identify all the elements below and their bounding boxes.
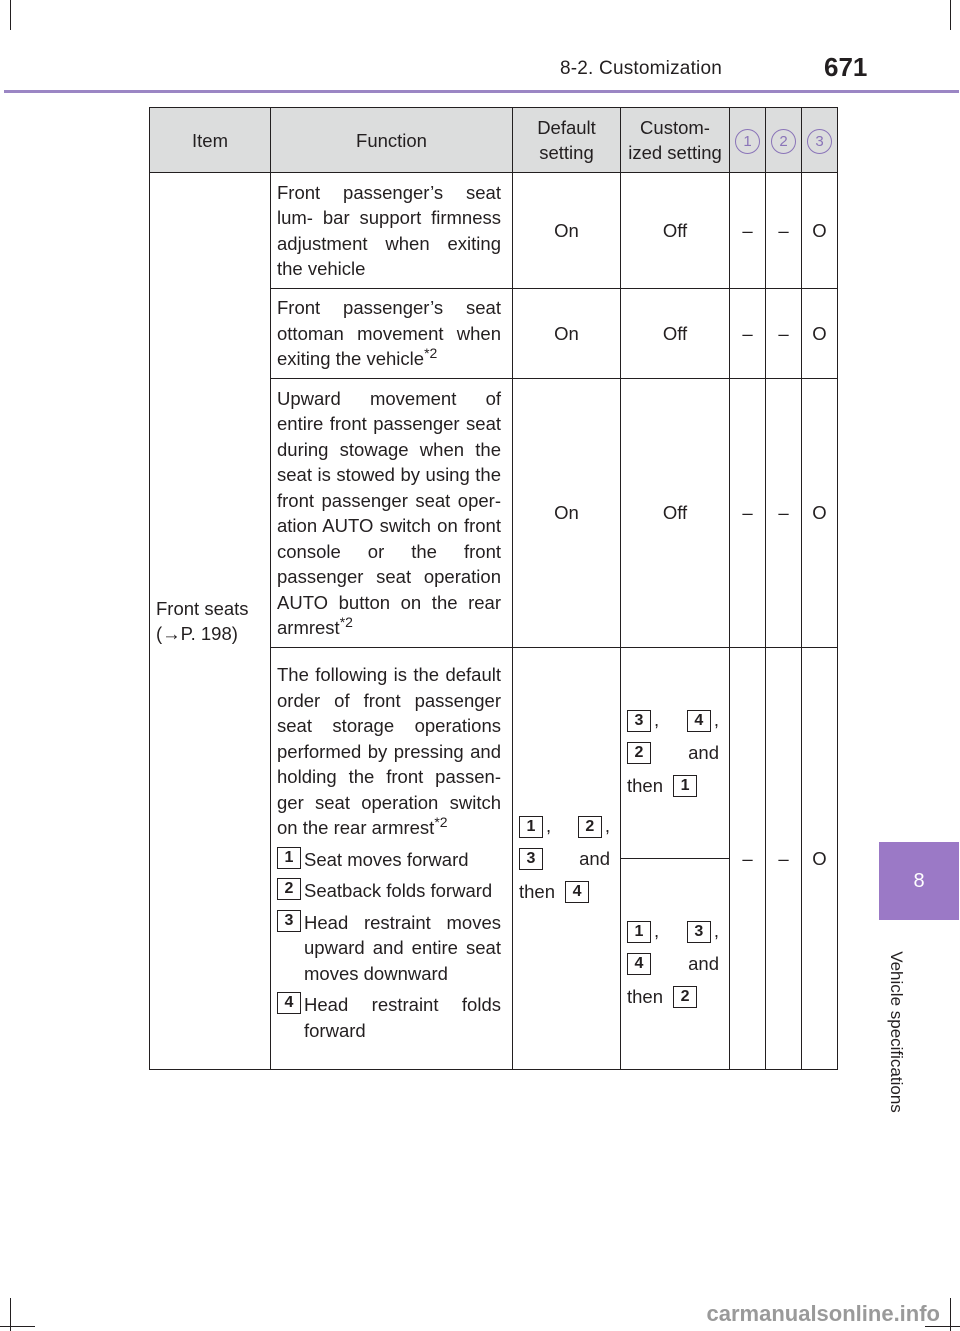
footnote-mark: *2 <box>434 813 448 830</box>
step-number-icon: 2 <box>277 878 301 900</box>
default-order-cell <box>513 648 621 1070</box>
col3-cell: O <box>802 379 838 648</box>
step-number-icon: 1 <box>627 921 651 943</box>
then-word: then <box>627 986 664 1008</box>
step-number-icon: 3 <box>277 910 301 932</box>
order-intro <box>277 662 501 841</box>
custom-order-a <box>621 704 729 803</box>
step-number-icon: 4 <box>687 710 711 732</box>
header-custom-text: Custom- ized setting <box>628 117 722 163</box>
col2-cell: – <box>766 289 802 379</box>
header-col-2 <box>766 108 802 173</box>
order-key <box>578 813 610 839</box>
order-line <box>519 809 610 842</box>
footnote-mark: *2 <box>424 345 438 362</box>
order-step <box>277 992 501 1043</box>
crop-mark <box>10 1298 11 1331</box>
watermark: carmanualsonline.info <box>706 1301 940 1326</box>
col3-cell: O <box>802 289 838 379</box>
step-number-icon: 3 <box>519 848 543 870</box>
step-text: Head restraint folds forward <box>304 994 501 1041</box>
order-key <box>687 707 719 733</box>
order-line <box>519 842 610 875</box>
col2-cell: – <box>766 379 802 648</box>
then-word: then <box>519 880 556 902</box>
step-number-icon: 2 <box>627 742 651 764</box>
step-text: Seatback folds forward <box>304 880 493 901</box>
function-cell <box>271 289 513 379</box>
order-line <box>627 981 719 1014</box>
custom-cell: Off <box>621 379 730 648</box>
step-number-icon: 1 <box>519 816 543 838</box>
comma: , <box>654 920 660 942</box>
custom-cell: Off <box>621 289 730 379</box>
circled-one-icon: 1 <box>735 129 760 154</box>
then-word: then <box>627 775 664 797</box>
header-function: Function <box>271 108 513 173</box>
function-text: Upward movement of entire front passenger seat during stowage when the seat is stowed by using the front passenger seat oper- ation AUTO switch on front console or the front passenger seat operation AUTO button on the rear armrest <box>277 387 501 638</box>
header-default-text: Default setting <box>537 117 596 163</box>
order-line <box>627 737 719 770</box>
table-row <box>150 173 838 289</box>
order-key <box>627 918 659 944</box>
item-reference[interactable]: (→P. 198) <box>156 623 238 644</box>
header-default <box>513 108 621 173</box>
default-cell: On <box>513 379 621 648</box>
chapter-number: 8 <box>913 869 925 892</box>
step-number-icon: 3 <box>687 921 711 943</box>
function-cell <box>271 379 513 648</box>
customization-table <box>149 107 838 1070</box>
custom-option-b <box>621 859 729 1069</box>
order-step <box>277 878 501 904</box>
crop-mark <box>950 1298 951 1331</box>
default-order <box>513 809 620 908</box>
function-cell <box>271 648 513 1070</box>
item-label: Front seats <box>156 597 249 619</box>
col1-cell: – <box>730 379 766 648</box>
col2-cell: – <box>766 648 802 1070</box>
comma: , <box>713 709 719 731</box>
step-number-icon: 1 <box>673 775 697 797</box>
step-number-icon: 3 <box>627 710 651 732</box>
circled-two-icon: 2 <box>771 129 796 154</box>
header-col-3 <box>802 108 838 173</box>
crop-mark <box>10 0 11 30</box>
circled-three-icon: 3 <box>807 129 832 154</box>
comma: , <box>604 814 610 836</box>
and-word: and <box>688 953 719 975</box>
function-text: Front passenger’s seat ottoman movement when exiting the vehicle <box>277 297 501 370</box>
step-number-icon: 4 <box>565 881 589 903</box>
order-line <box>519 875 610 908</box>
step-number-icon: 2 <box>673 986 697 1008</box>
order-step <box>277 910 501 987</box>
table-header-row <box>150 108 838 173</box>
custom-cell: Off <box>621 173 730 289</box>
function-text: Front passenger’s seat lum- bar support firmness adjustment when exiting the vehicle <box>277 181 501 279</box>
function-cell <box>271 173 513 289</box>
col2-cell: – <box>766 173 802 289</box>
page-number: 671 <box>824 52 868 82</box>
step-number-icon: 4 <box>627 953 651 975</box>
section-title: 8-2. Customization <box>560 58 723 79</box>
crop-mark <box>0 1326 35 1327</box>
step-text: Seat moves forward <box>304 848 469 870</box>
order-line <box>627 770 719 803</box>
order-line <box>627 915 719 948</box>
step-number-icon: 2 <box>578 816 602 838</box>
order-line <box>627 704 719 737</box>
step-number-icon: 1 <box>277 847 301 869</box>
order-key <box>687 918 719 944</box>
step-number-icon: 4 <box>277 992 301 1014</box>
chapter-label: Vehicle specifications <box>887 951 906 1113</box>
default-cell: On <box>513 173 621 289</box>
comma: , <box>546 814 552 836</box>
col1-cell: – <box>730 648 766 1070</box>
custom-order-b <box>621 915 729 1014</box>
custom-option-a <box>621 648 729 859</box>
item-cell <box>150 173 271 1070</box>
header-custom <box>621 108 730 173</box>
order-key <box>519 813 551 839</box>
crop-mark <box>950 0 951 30</box>
col1-cell: – <box>730 173 766 289</box>
step-text: Head restraint moves upward and entire seat moves downward <box>304 911 501 984</box>
default-cell: On <box>513 289 621 379</box>
order-line <box>627 948 719 981</box>
header-item: Item <box>150 108 271 173</box>
col1-cell: – <box>730 289 766 379</box>
comma: , <box>713 920 719 942</box>
col3-cell: O <box>802 648 838 1070</box>
header-divider <box>4 90 959 93</box>
header-col-1 <box>730 108 766 173</box>
comma: , <box>654 709 660 731</box>
order-step <box>277 847 501 873</box>
order-key <box>627 707 659 733</box>
and-word: and <box>688 742 719 764</box>
footnote-mark: *2 <box>339 613 353 630</box>
col3-cell: O <box>802 173 838 289</box>
and-word: and <box>579 847 610 869</box>
order-intro-text: The following is the default order of front passenger seat storage operations performed by pressing and holding the front passen- ger seat operation switch on the rear armrest <box>277 664 501 838</box>
custom-order-cell <box>621 648 730 1070</box>
chapter-tab[interactable] <box>879 842 959 920</box>
